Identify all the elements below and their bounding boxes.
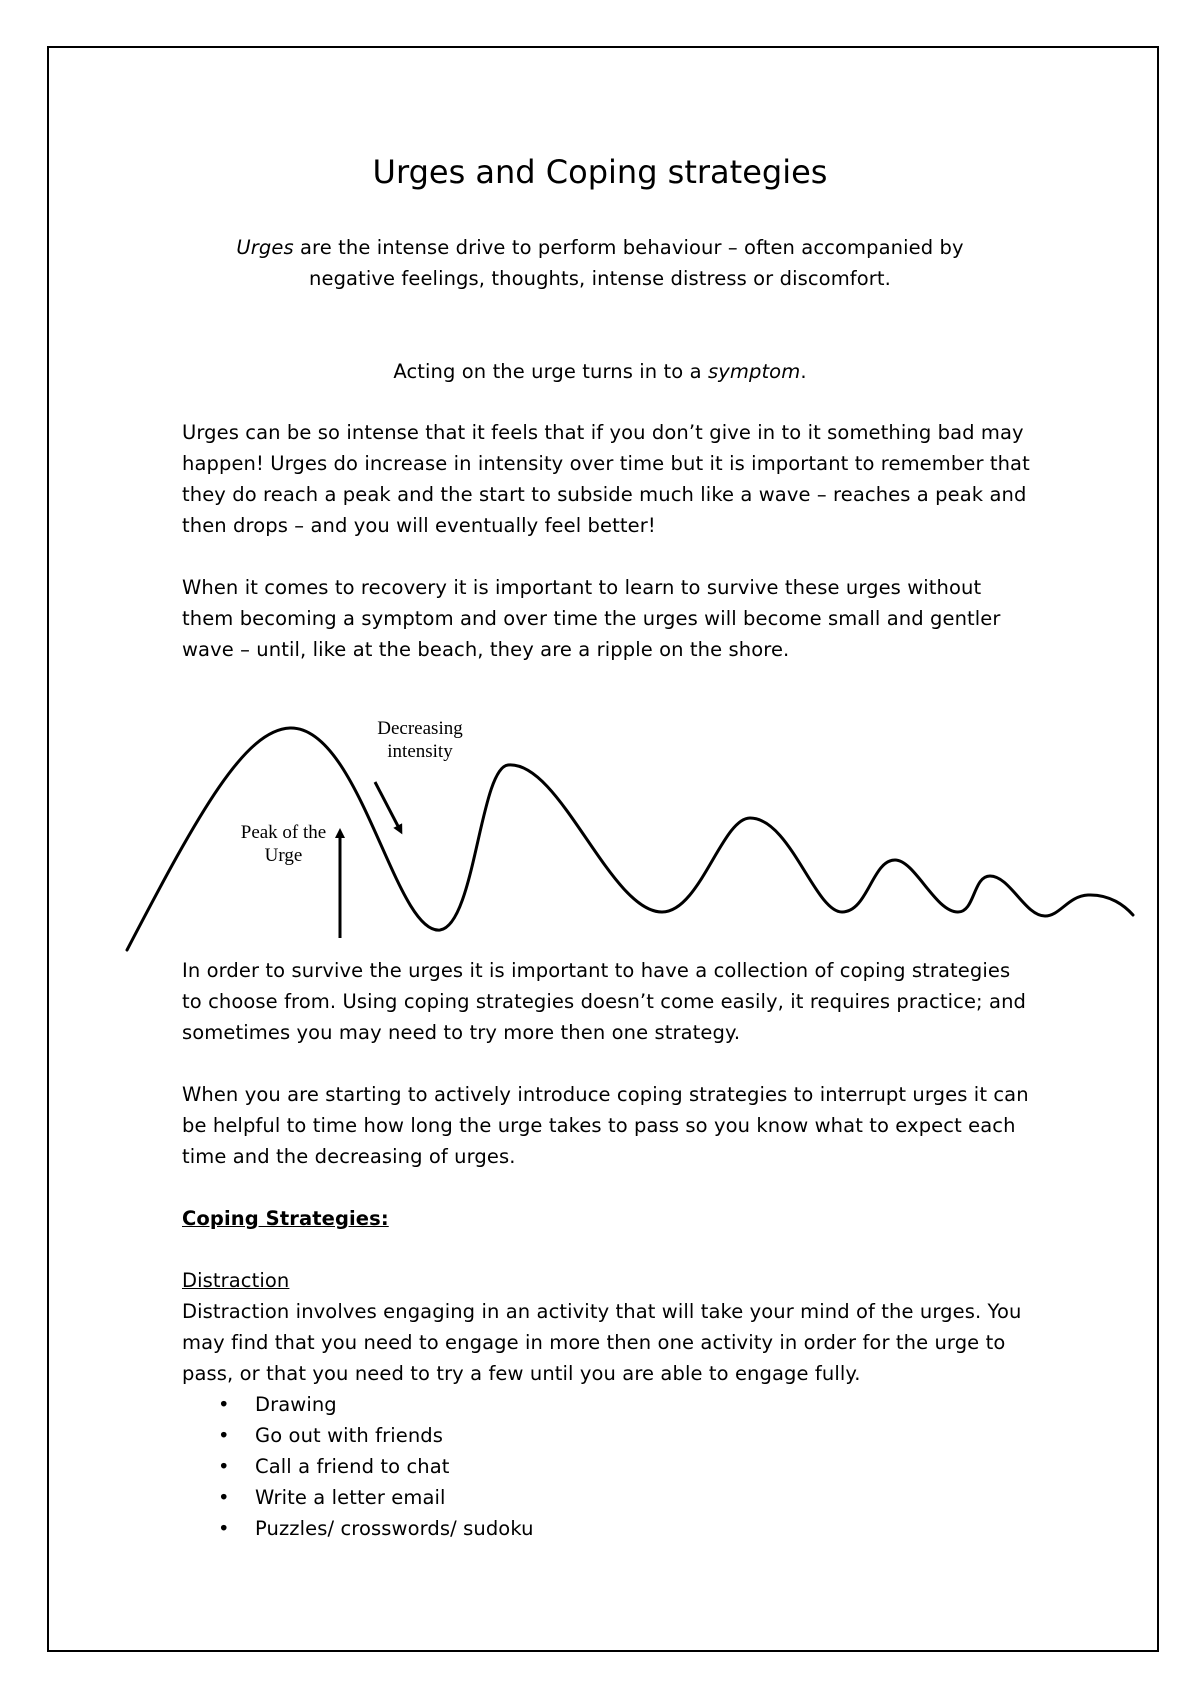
- coping-strategies-heading: [182, 1203, 1032, 1234]
- distraction-section: [182, 1265, 1032, 1544]
- list-item: • Drawing: [182, 1389, 1032, 1420]
- distraction-activity-list: [182, 1389, 1032, 1544]
- list-item: • Write a letter email: [182, 1482, 1032, 1513]
- intro-line-2: negative feelings, thoughts, intense distress or discomfort.: [309, 267, 891, 290]
- list-item: • Puzzles/ crosswords/ sudoku: [182, 1513, 1032, 1544]
- symptom-prefix: Acting on the urge turns in to a: [393, 360, 708, 383]
- distraction-subheading: Distraction: [182, 1269, 290, 1292]
- symptom-term: symptom: [707, 360, 801, 383]
- distraction-description: Distraction involves engaging in an activity that will take your mind of the urges. You may find that you need to engage in more then one activity in order for the urge to pass, or that you need to try a few until you are able to engage fully.: [182, 1300, 1022, 1385]
- list-item: • Call a friend to chat: [182, 1451, 1032, 1482]
- peak-of-urge-label: Peak of the Urge: [240, 822, 327, 866]
- paragraph-survive-urges: In order to survive the urges it is important to have a collection of coping strategies to choose from. Using coping strategies doesn’t come easily, it requires practice; and sometimes you may need to try more then one strategy.: [182, 959, 1027, 1044]
- paragraph-recovery: When it comes to recovery it is important to learn to survive these urges without them becoming a symptom and over time the urges will become small and gentler wave – until, like at the beach, they are a ripple on the shore.: [182, 576, 1001, 661]
- paragraph-timing-urges: When you are starting to actively introduce coping strategies to interrupt urges it can be helpful to time how long the urge takes to pass so you know what to expect each time and the decreasing of urges.: [182, 1083, 1029, 1168]
- decreasing-intensity-arrow: [375, 782, 400, 830]
- decreasing-intensity-label: Decreasing intensity: [377, 718, 463, 762]
- page-title: Urges and Coping strategies: [372, 153, 828, 191]
- coping-strategies-heading-text: Coping Strategies:: [182, 1207, 389, 1230]
- list-item: • Go out with friends: [182, 1420, 1032, 1451]
- symptom-suffix: .: [800, 360, 807, 383]
- paragraph-urges-intensity: Urges can be so intense that it feels that if you don’t give in to it something bad may happen! Urges do increase in intensity over time but it is important to remember that they do reach a peak and the start to subside much like a wave – reaches a peak and then drops – and you will eventually feel better!: [182, 421, 1030, 537]
- urges-term: Urges: [236, 236, 294, 259]
- intro-line-1-rest: are the intense drive to perform behaviour – often accompanied by: [293, 236, 964, 259]
